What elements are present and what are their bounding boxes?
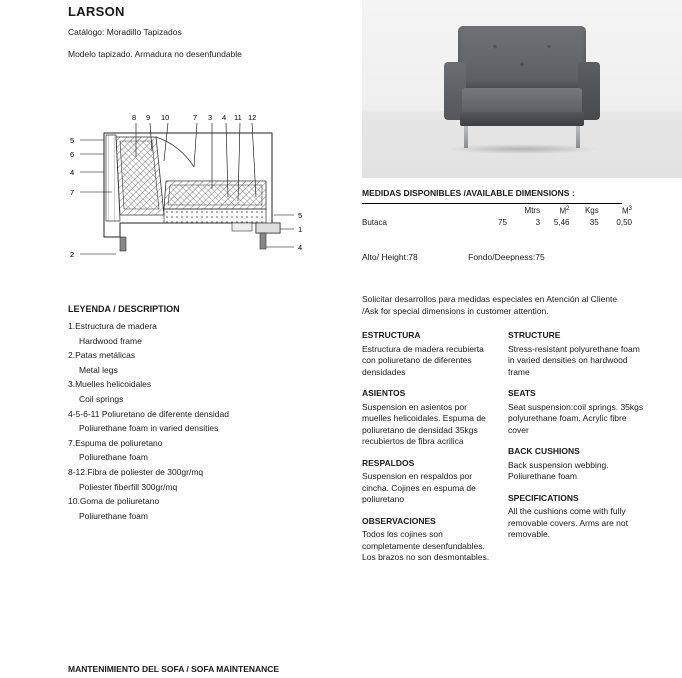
spec-block-specifications [508,493,648,541]
spec-block-observaciones [362,516,490,564]
list-item: 4-5-6-11 Poliuretano de diferente densidad [68,408,229,419]
spec-column-spanish [362,330,490,574]
spec-block-seats [508,388,648,436]
row-mtrs: 3 [535,217,541,227]
list-item: 2.Patas metálicas [68,350,136,361]
technical-cross-section-drawing [60,105,350,280]
chair-shadow [446,144,598,154]
col-m2-exponent: 2 [566,206,570,212]
list-item: 1.Estructura de madera [68,321,157,331]
armchair-illustration [440,26,604,154]
spec-heading: SPECIFICATIONS [508,492,579,503]
col-m3: $M^3$ [621,206,632,216]
table-header-row [362,205,632,217]
spec-column-english [508,330,648,551]
spec-block-back-cushions [508,446,648,483]
col-num [478,205,507,217]
row-num: 75 [498,217,507,227]
legend-title: LEYENDA / DESCRIPTION [68,304,180,314]
spec-body: Todos los cojines son completamente desenfundables. Los brazos no son desmontables. [362,529,490,562]
row-m3: 0,50 [616,217,632,227]
spec-body: All the cushions come with fully removable covers. Arms are not removable. [508,506,628,539]
spec-body: Suspension en respaldos por cincha. Cojines en espuma de poliuretano [362,471,476,504]
catalog-line: Catálogo: Moradillo Tapizados [68,27,182,37]
col-mtrs: Mtrs [524,206,541,216]
col-name [362,205,478,217]
chair-seat-cushion [462,88,582,114]
list-item: Coil springs [79,393,124,404]
depth-label: Fondo/Deepness:75 [468,252,545,262]
dimensions-title: MEDIDAS DISPONIBLES /AVAILABLE DIMENSIONS : [362,188,575,198]
spec-heading: SEATS [508,388,536,398]
special-dimensions-note: Solicitar desarrollos para medidas especiales en Atención al Cliente /Ask for special dimensions in customer attention. [362,294,618,316]
spec-block-estructura [362,330,490,378]
dimensions-table [362,205,632,228]
spec-block-asientos [362,388,490,448]
row-m2: 5,46 [553,217,570,227]
height-label: Alto/ Height:78 [362,252,418,262]
product-photo [362,0,682,178]
svg-text:1: 1 [298,225,303,234]
svg-text:8: 8 [132,113,137,122]
svg-text:7: 7 [70,188,75,197]
table-row [362,217,632,228]
spec-body: Seat suspension:coil springs. 35kgs polyurethane foam. Acrylic fibre cover [508,401,644,435]
spec-heading: RESPALDOS [362,457,415,468]
list-item: 3.Muelles helicoidales [68,379,152,390]
row-kgs: 35 [589,217,599,227]
row-name: Butaca [362,217,387,227]
col-m2: $M^2$ [559,206,570,216]
list-item: 7.Espuma de poliuretano [68,437,163,448]
list-item: 10.Goma de poliuretano [68,496,160,507]
dimensions-extra [362,252,545,262]
svg-text:5: 5 [70,136,75,145]
spec-block-structure [508,330,648,378]
list-item: Poliurethane foam [79,510,148,521]
spec-body: Back suspension webbing. Poliurethane foam [508,459,609,481]
svg-text:4: 4 [70,168,75,177]
list-item: 8-12.Fibra de poliester de 300gr/mq [68,466,204,477]
legend-list [68,319,353,523]
col-kgs: Kgs [584,206,599,216]
model-line: Modelo tapizado. Armadura no desenfundable [68,49,242,59]
spec-heading: STRUCTURE [508,330,561,340]
list-item: Poliester fiberfill 300gr/mq [79,481,178,492]
list-item: Hardwood frame [79,335,142,346]
chair-base [460,112,584,126]
cross-section-svg [60,105,350,280]
spec-heading: BACK CUSHIONS [508,446,580,456]
list-item: Metal legs [79,364,118,375]
col-m3-exponent: 3 [628,206,632,212]
spec-heading: ASIENTOS [362,388,406,398]
list-item: Poliurethane foam [79,452,148,463]
svg-text:6: 6 [70,150,75,159]
svg-text:12: 12 [248,113,257,122]
list-item: Poliurethane foam in varied densities [79,423,219,434]
svg-text:11: 11 [234,113,242,122]
spec-heading: OBSERVACIONES [362,515,436,526]
svg-text:7: 7 [193,113,198,122]
svg-text:5: 5 [298,211,303,220]
page-title: LARSON [68,4,125,19]
spec-block-respaldos [362,458,490,506]
svg-text:2: 2 [70,250,75,259]
svg-text:9: 9 [146,113,151,122]
dimensions-divider [362,203,622,204]
svg-text:3: 3 [208,113,213,122]
svg-text:4: 4 [298,243,303,252]
spec-body: Estructura de madera recubierta con poliuretano de diferentes densidades [362,343,484,377]
svg-text:4: 4 [222,113,227,122]
spec-heading: ESTRUCTURA [362,330,421,340]
svg-text:10: 10 [161,113,170,122]
spec-body: Stress-resistant polyurethane foam in varied densities on hardwood frame [508,343,640,377]
spec-body: Suspension en asientos por muelles helicoidales. Espuma de poliuretano de densidad 35kgs recubiertos de fibra acrilica [362,401,486,446]
chair-backrest [458,26,586,88]
maintenance-heading: MANTENIMIENTO DEL SOFA / SOFA MAINTENANCE [68,664,280,674]
